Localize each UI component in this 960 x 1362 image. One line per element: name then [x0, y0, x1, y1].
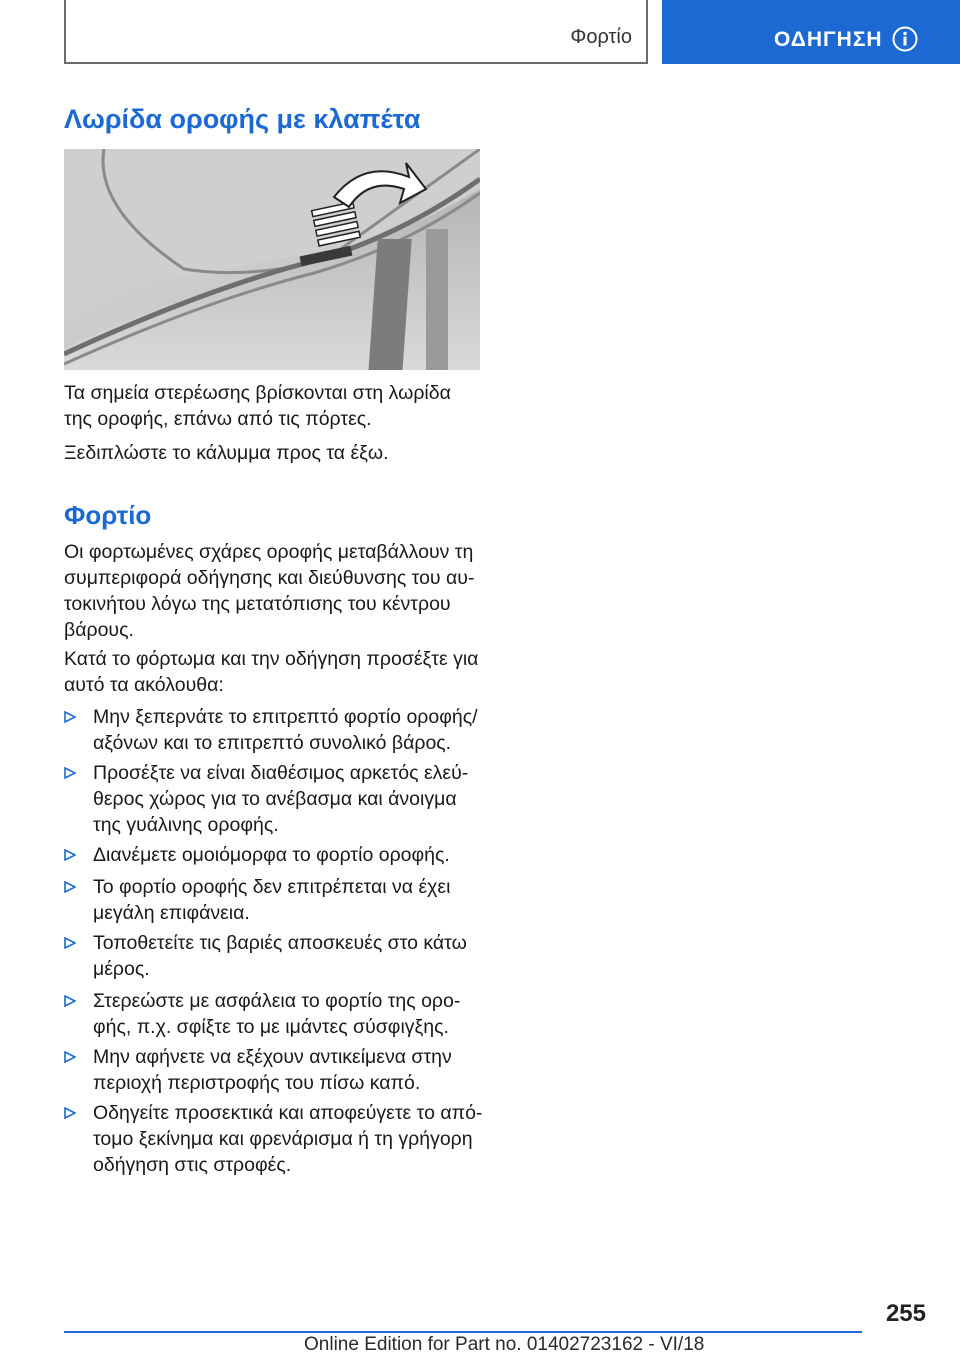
header-section-box [64, 0, 648, 64]
list-item-text: Προσέξτε να είναι διαθέσιμος αρκετός ελεύ-θερος χώρος για το ανέβασμα και άνοιγμα της γυάλινης οροφής. [93, 762, 469, 836]
list-item-text: Μην ξεπερνάτε το επιτρεπτό φορτίο οροφής/αξόνων και το επιτρεπτό συνολικό βάρος. [93, 706, 478, 754]
list-item-text: Τοποθετείτε τις βαριές αποσκευές στο κάτω μέρος. [93, 932, 467, 980]
triangle-bullet-icon [64, 881, 76, 893]
list-item-text: Μην αφήνετε να εξέχουν αντικείμενα στην περιοχή περιστροφής του πίσω καπό. [93, 1046, 452, 1094]
roof-strip-illustration [64, 149, 480, 370]
header-section-title: Φορτίο [570, 26, 632, 48]
list-item-text: Οδηγείτε προσεκτικά και αποφεύγετε το από-τομο ξεκίνημα και φρενάρισμα ή τη γρήγορη οδήγηση στις στροφές. [93, 1102, 483, 1176]
load-paragraph-1: Οι φορτωμένες σχάρες οροφής μεταβάλλουν τη συμπεριφορά οδήγησης και διεύθυνσης του αυ-τοκινήτου λόγω της μετατόπισης του κέντρου βάρους. [64, 541, 475, 641]
triangle-bullet-icon [64, 711, 76, 723]
list-item-text: Το φορτίο οροφής δεν επιτρέπεται να έχει μεγάλη επιφάνεια. [93, 876, 451, 924]
list-item-text: Στερεώστε με ασφάλεια το φορτίο της ορο-φής, π.χ. σφίξτε το με ιμάντες σύσφιγξης. [93, 990, 461, 1038]
load-paragraph-2: Κατά το φόρτωμα και την οδήγηση προσέξτε για αυτό τα ακόλουθα: [64, 648, 479, 696]
header-chapter-box[interactable] [662, 0, 960, 64]
info-circle-icon[interactable] [892, 26, 918, 52]
triangle-bullet-icon [64, 1107, 76, 1119]
triangle-bullet-icon [64, 849, 76, 861]
footer-divider [64, 1331, 862, 1333]
roof-strip-heading: Λωρίδα οροφής με κλαπέτα [64, 104, 421, 134]
roof-strip-paragraph-2: Ξεδιπλώστε το κάλυμμα προς τα έξω. [64, 442, 389, 464]
footer-edition: Online Edition for Part no. 01402723162 - VI/18 [304, 1334, 705, 1355]
page-number: 255 [885, 1300, 926, 1327]
triangle-bullet-icon [64, 995, 76, 1007]
roof-strip-image [64, 149, 480, 370]
triangle-bullet-icon [64, 937, 76, 949]
roof-strip-paragraph-1: Τα σημεία στερέωσης βρίσκονται στη λωρίδα της οροφής, επάνω από τις πόρτες. [64, 382, 451, 430]
triangle-bullet-icon [64, 767, 76, 779]
header-chapter-title: ΟΔΗΓΗΣΗ [774, 28, 883, 51]
triangle-bullet-icon [64, 1051, 76, 1063]
list-item-text: Διανέμετε ομοιόμορφα το φορτίο οροφής. [93, 844, 450, 866]
load-heading: Φορτίο [64, 500, 152, 530]
